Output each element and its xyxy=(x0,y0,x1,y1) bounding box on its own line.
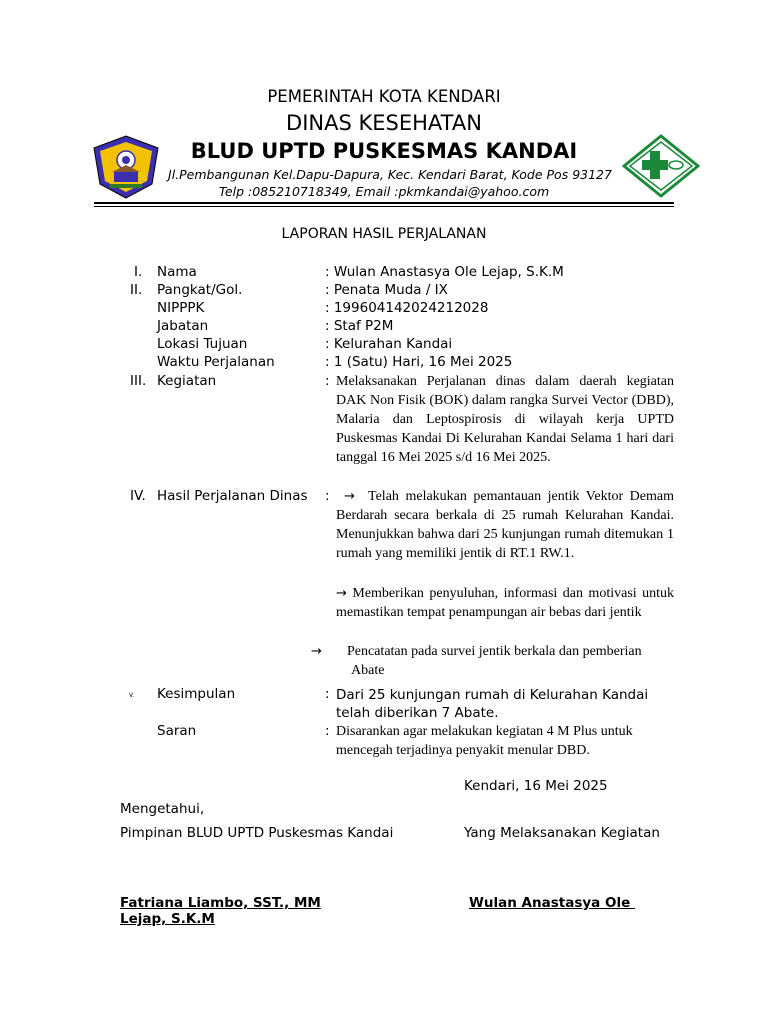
field-value-nama: : Wulan Anastasya Ole Lejap, S.K.M xyxy=(325,264,564,280)
mengetahui-label: Mengetahui, xyxy=(120,801,205,817)
field-value-lokasi: : Kelurahan Kandai xyxy=(325,336,453,352)
left-signer-name: Fatriana Liambo, SST., MM xyxy=(120,895,321,911)
field-value-saran: Disarankan agar melakukan kegiatan 4 M Plus untuk mencegah terjadinya penyakit menular DBD. xyxy=(336,724,633,758)
place-date: Kendari, 16 Mei 2025 xyxy=(464,778,608,794)
field-label-hasil: Hasil Perjalanan Dinas xyxy=(157,488,308,504)
hasil-item-1 xyxy=(336,487,674,563)
hasil-item-1-text: Telah melakukan pemantauan jentik Vektor Demam Berdarah secara berkala di 25 rumah Kelurahan Kandai. Menunjukkan bahwa dari 25 kunjungan rumah ditemukan 1 rumah yang memiliki jentik di RT.1 RW.1. xyxy=(336,489,675,561)
header-government: PEMERINTAH KOTA KENDARI xyxy=(267,87,501,106)
field-label-lokasi: Lokasi Tujuan xyxy=(157,336,248,352)
field-label-waktu: Waktu Perjalanan xyxy=(157,354,275,370)
field-label-pangkat: Pangkat/Gol. xyxy=(157,282,243,298)
field-colon-saran: : xyxy=(325,723,330,739)
field-num-pangkat: II. xyxy=(130,282,143,298)
right-signer-name: Wulan Anastasya Ole xyxy=(469,895,635,911)
hasil-item-2 xyxy=(336,584,674,622)
hasil-item-3 xyxy=(311,642,676,680)
hasil-item-2-text: Memberikan penyuluhan, informasi dan motivasi untuk memastikan tempat penampungan air bebas dari jentik xyxy=(336,586,675,620)
field-label-nama: Nama xyxy=(157,264,197,280)
report-title: LAPORAN HASIL PERJALANAN xyxy=(281,226,487,242)
field-colon-kesimpulan: : xyxy=(325,686,330,702)
header-divider-thick xyxy=(94,202,674,204)
arrow-icon: → xyxy=(344,489,355,504)
field-label-jabatan: Jabatan xyxy=(157,318,209,334)
field-value-pangkat: : Penata Muda / IX xyxy=(325,282,448,298)
field-label-saran: Saran xyxy=(157,723,197,739)
right-signer-title: Yang Melaksanakan Kegiatan xyxy=(464,825,660,841)
field-label-kesimpulan: Kesimpulan xyxy=(157,686,236,702)
hasil-item-3-text: Pencatatan pada survei jentik berkala dan pemberian Abate xyxy=(347,644,642,678)
field-label-nipppk: NIPPPK xyxy=(157,300,205,316)
header-contact: Telp :085210718349, Email :pkmkandai@yahoo.com xyxy=(218,184,550,199)
field-value-jabatan: : Staf P2M xyxy=(325,318,394,334)
field-num-kesimpulan: V. xyxy=(129,692,135,699)
header-institution: BLUD UPTD PUSKESMAS KANDAI xyxy=(190,139,578,163)
field-num-nama: I. xyxy=(134,264,143,280)
arrow-icon: → xyxy=(311,644,322,659)
field-value-waktu: : 1 (Satu) Hari, 16 Mei 2025 xyxy=(325,354,513,370)
header-address: Jl.Pembangunan Kel.Dapu-Dapura, Kec. Kendari Barat, Kode Pos 93127 xyxy=(168,167,612,182)
header-agency: DINAS KESEHATAN xyxy=(286,111,482,135)
left-signer-title: Pimpinan BLUD UPTD Puskesmas Kandai xyxy=(120,825,394,841)
field-label-kegiatan: Kegiatan xyxy=(157,373,217,389)
field-colon-hasil: : xyxy=(325,488,330,504)
left-signer-name-cont: Lejap, S.K.M xyxy=(120,911,215,927)
field-value-kesimpulan: Dari 25 kunjungan rumah di Kelurahan Kandai telah diberikan 7 Abate. xyxy=(336,687,649,721)
arrow-icon: → xyxy=(336,586,347,601)
field-colon-kegiatan: : xyxy=(325,373,330,389)
field-num-hasil: IV. xyxy=(130,488,146,504)
field-value-kegiatan: Melaksanakan Perjalanan dinas dalam daerah kegiatan DAK Non Fisik (BOK) dalam rangka Survei Vector (DBD), Malaria dan Leptospirosis di wilayah kerja UPTD Puskesmas Kandai Di Kelurahan Kandai Selama 1 hari dari tanggal 16 Mei 2025 s/d 16 Mei 2025. xyxy=(336,374,674,465)
field-value-nipppk: : 199604142024212028 xyxy=(325,300,489,316)
header-divider-thin xyxy=(94,206,674,207)
field-num-kegiatan: III. xyxy=(130,373,147,389)
